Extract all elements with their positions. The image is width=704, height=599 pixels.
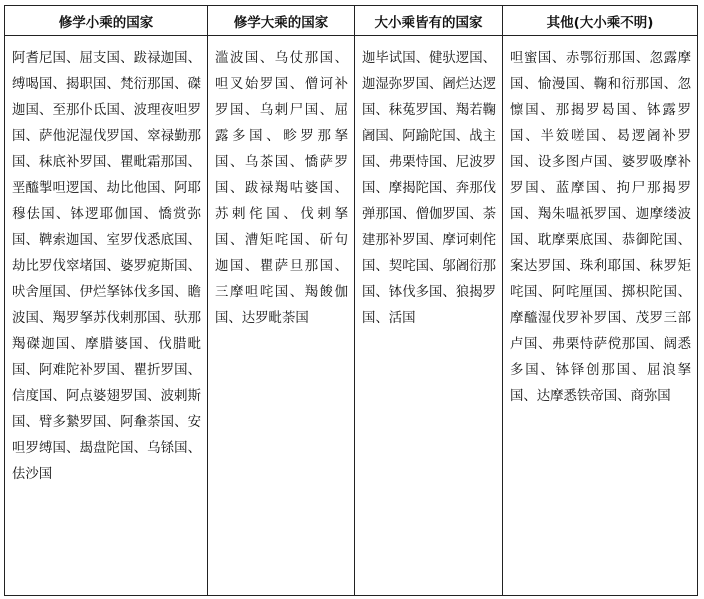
cell-other-countries: 呾蜜国、赤鄂衍那国、忽露摩国、愉漫国、鞠和衍那国、忽懔国、那揭罗曷国、钵露罗国、半笯嗟国、曷逻阇补罗国、设多图卢国、婆罗吸摩补罗国、蓝摩国、拘尸那揭罗国、羯朱嗢祇罗国、迦摩缕波国、耽摩栗底国、恭御陀国、案达罗国、珠利耶国、秣罗矩咤国、阿咤厘国、掷枳陀国、摩醯湿伐罗补罗国、茂罗三部卢国、弗栗恃萨傥那国、阔悉多国、钵铎创那国、屈浪拏国、达摩悉铁帝国、商弥国 bbox=[503, 36, 698, 596]
header-both: 大小乘皆有的国家 bbox=[355, 6, 503, 36]
cell-hinayana-countries: 阿耆尼国、屈支国、跋禄迦国、缚喝国、揭职国、梵衍那国、磔迦国、至那仆氐国、波理夜呾罗国、萨他泥湿伐罗国、窣禄勤那国、秣底补罗国、瞿毗霜那国、垩醯掣呾逻国、劫比他国、阿耶穆佉国、钵逻耶伽国、憍赏弥国、鞞索迦国、室罗伐悉底国、劫比罗伐窣堵国、婆罗痆斯国、吠舍厘国、伊烂拏钵伐多国、瞻波国、羯罗拏苏伐剌那国、驮那羯磔迦国、摩腊婆国、伐腊毗国、阿难陀补罗国、瞿折罗国、信度国、阿点婆翅罗国、波剌斯国、臂多縶罗国、阿軬荼国、安呾罗缚国、朅盘陀国、乌铩国、佉沙国 bbox=[5, 36, 208, 596]
cell-mahayana-countries: 滥波国、乌仗那国、呾叉始罗国、僧诃补罗国、乌剌尸国、屈露多国、畛罗那拏国、乌茶国、憍萨罗国、跋禄羯咕婆国、苏剌侘国、伐剌拏国、漕矩咤国、斫句迦国、瞿萨旦那国、三摩呾咤国、羯餕伽国、达罗毗荼国 bbox=[208, 36, 355, 596]
header-hinayana: 修学小乘的国家 bbox=[5, 6, 208, 36]
cell-both-countries: 迦毕试国、健驮逻国、迦湿弥罗国、阇烂达逻国、秣菟罗国、羯若鞠阇国、阿踰陀国、战主国、弗栗恃国、尼波罗国、摩揭陀国、奔那伐弹那国、僧伽罗国、荼建那补罗国、摩诃剌侘国、契咤国、邬阇衍那国、钵伐多国、狼揭罗国、活国 bbox=[355, 36, 503, 596]
header-row bbox=[5, 6, 698, 36]
header-mahayana: 修学大乘的国家 bbox=[208, 6, 355, 36]
country-classification-table bbox=[4, 5, 698, 596]
header-other: 其他(大小乘不明) bbox=[503, 6, 698, 36]
body-row bbox=[5, 36, 698, 596]
